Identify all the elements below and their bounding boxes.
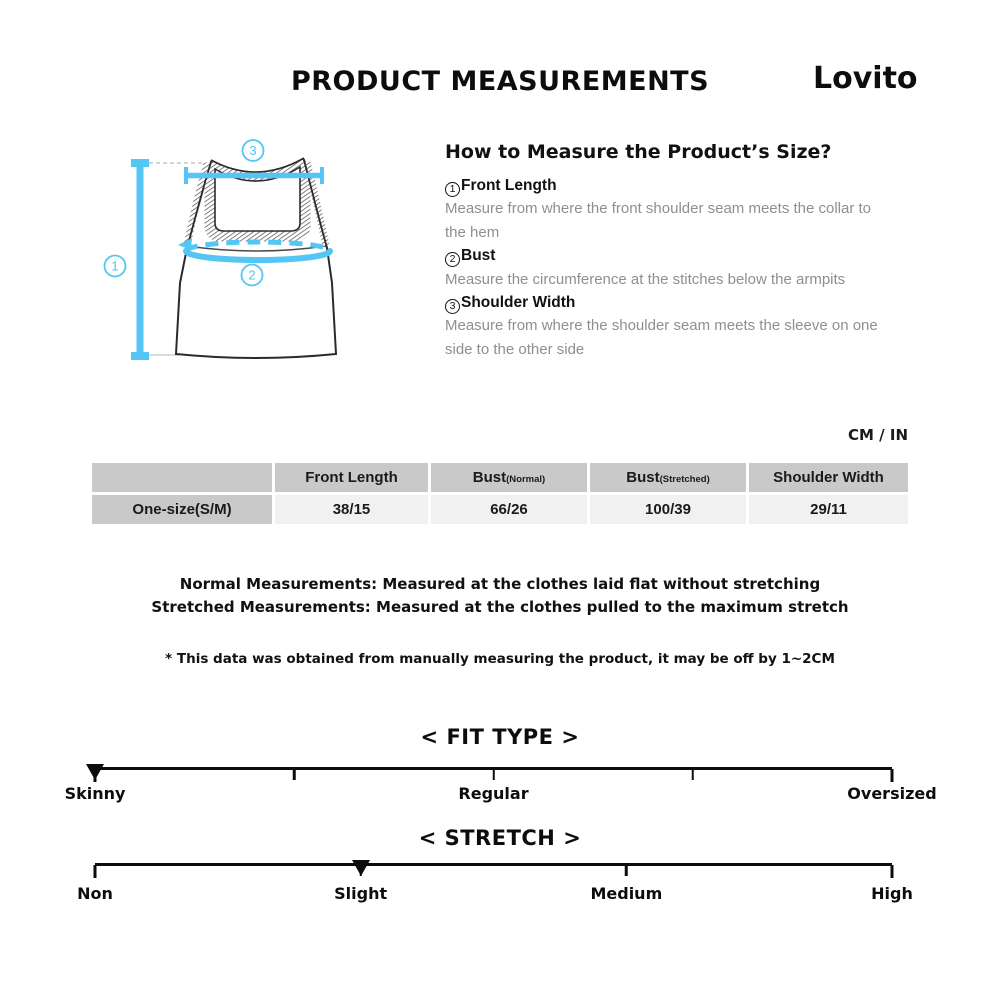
- marker-circle-3: 3: [249, 143, 257, 158]
- scale-tick: [625, 865, 628, 876]
- circled-number: 2: [445, 252, 460, 267]
- how-to-item-bust: [445, 244, 890, 291]
- fit-type-title: < FIT TYPE >: [420, 725, 580, 749]
- table-header-shoulder-width: Shoulder Width: [749, 463, 908, 492]
- item-label: Front Length: [461, 177, 557, 194]
- scale-label-medium: Medium: [590, 884, 663, 903]
- table-header-empty: [92, 463, 272, 492]
- scale-tick: [492, 769, 495, 780]
- page-title: PRODUCT MEASUREMENTS: [290, 66, 710, 97]
- header-main: Bust: [626, 469, 660, 486]
- how-to-item-shoulder-width: [445, 291, 890, 361]
- stretch-labels: [77, 884, 913, 904]
- circled-number: 1: [445, 182, 460, 197]
- table-value-front-length: 38/15: [275, 495, 428, 524]
- item-description: Measure from where the shoulder seam meets the sleeve on one side to the other side: [445, 317, 878, 358]
- scale-label-non: Non: [77, 884, 113, 903]
- header-main: Bust: [472, 469, 507, 486]
- table-header-front-length: Front Length: [275, 463, 428, 492]
- how-to-item-front-length: [445, 174, 890, 244]
- item-heading: [445, 291, 890, 314]
- scale-tick: [94, 865, 97, 878]
- measurement-notes: [0, 573, 1000, 619]
- stretch-scale-line: [95, 863, 892, 866]
- disclaimer: * This data was obtained from manually measuring the product, it may be off by 1~2CM: [165, 651, 835, 667]
- scale-label-regular: Regular: [458, 784, 529, 803]
- scale-tick: [293, 769, 296, 780]
- scale-tick: [891, 769, 894, 782]
- front-length-indicator: [105, 159, 150, 360]
- fit-type-marker-icon: [86, 764, 104, 780]
- item-label: Bust: [461, 247, 496, 265]
- tank-top-diagram: [95, 133, 405, 373]
- fit-type-scale-line: [95, 767, 892, 770]
- item-description: Measure from where the front shoulder seam meets the collar to the hem: [445, 200, 872, 241]
- note-stretched: Stretched Measurements: Measured at the clothes pulled to the maximum stretch: [151, 598, 849, 616]
- table-value-shoulder-width: 29/11: [749, 495, 908, 524]
- header-sub: (Normal): [506, 473, 546, 485]
- scale-label-oversized: Oversized: [847, 784, 937, 803]
- table-value-bust-stretched: 100/39: [590, 495, 746, 524]
- table-header-bust-stretched: [590, 463, 746, 492]
- stretch-title: < STRETCH >: [418, 826, 582, 850]
- table-value-bust-normal: 66/26: [431, 495, 587, 524]
- how-to-title: How to Measure the Product’s Size?: [445, 141, 832, 163]
- scale-tick: [891, 865, 894, 878]
- marker-circle-2: 2: [248, 267, 256, 283]
- header-sub: (Stretched): [659, 473, 710, 485]
- item-heading: [445, 244, 890, 267]
- table-header-bust-normal: [431, 463, 587, 492]
- scale-label-skinny: Skinny: [64, 784, 126, 803]
- marker-circle-1: 1: [111, 258, 119, 274]
- item-heading: [445, 174, 890, 197]
- note-normal: Normal Measurements: Measured at the clothes laid flat without stretching: [179, 575, 821, 593]
- brand-logo: Lovito: [813, 61, 918, 96]
- how-to-section: [445, 141, 890, 361]
- size-table: [92, 463, 908, 524]
- table-row-size-label: One-size(S/M): [92, 495, 272, 524]
- units-label: CM / IN: [848, 426, 908, 444]
- stretch-marker-icon: [352, 860, 370, 876]
- fit-type-labels: [64, 784, 937, 804]
- item-description: Measure the circumference at the stitches below the armpits: [445, 270, 846, 288]
- scale-label-high: High: [871, 884, 913, 903]
- item-label: Shoulder Width: [461, 294, 576, 312]
- scale-label-slight: Slight: [334, 884, 388, 903]
- circled-number: 3: [445, 299, 460, 314]
- scale-tick: [692, 769, 695, 780]
